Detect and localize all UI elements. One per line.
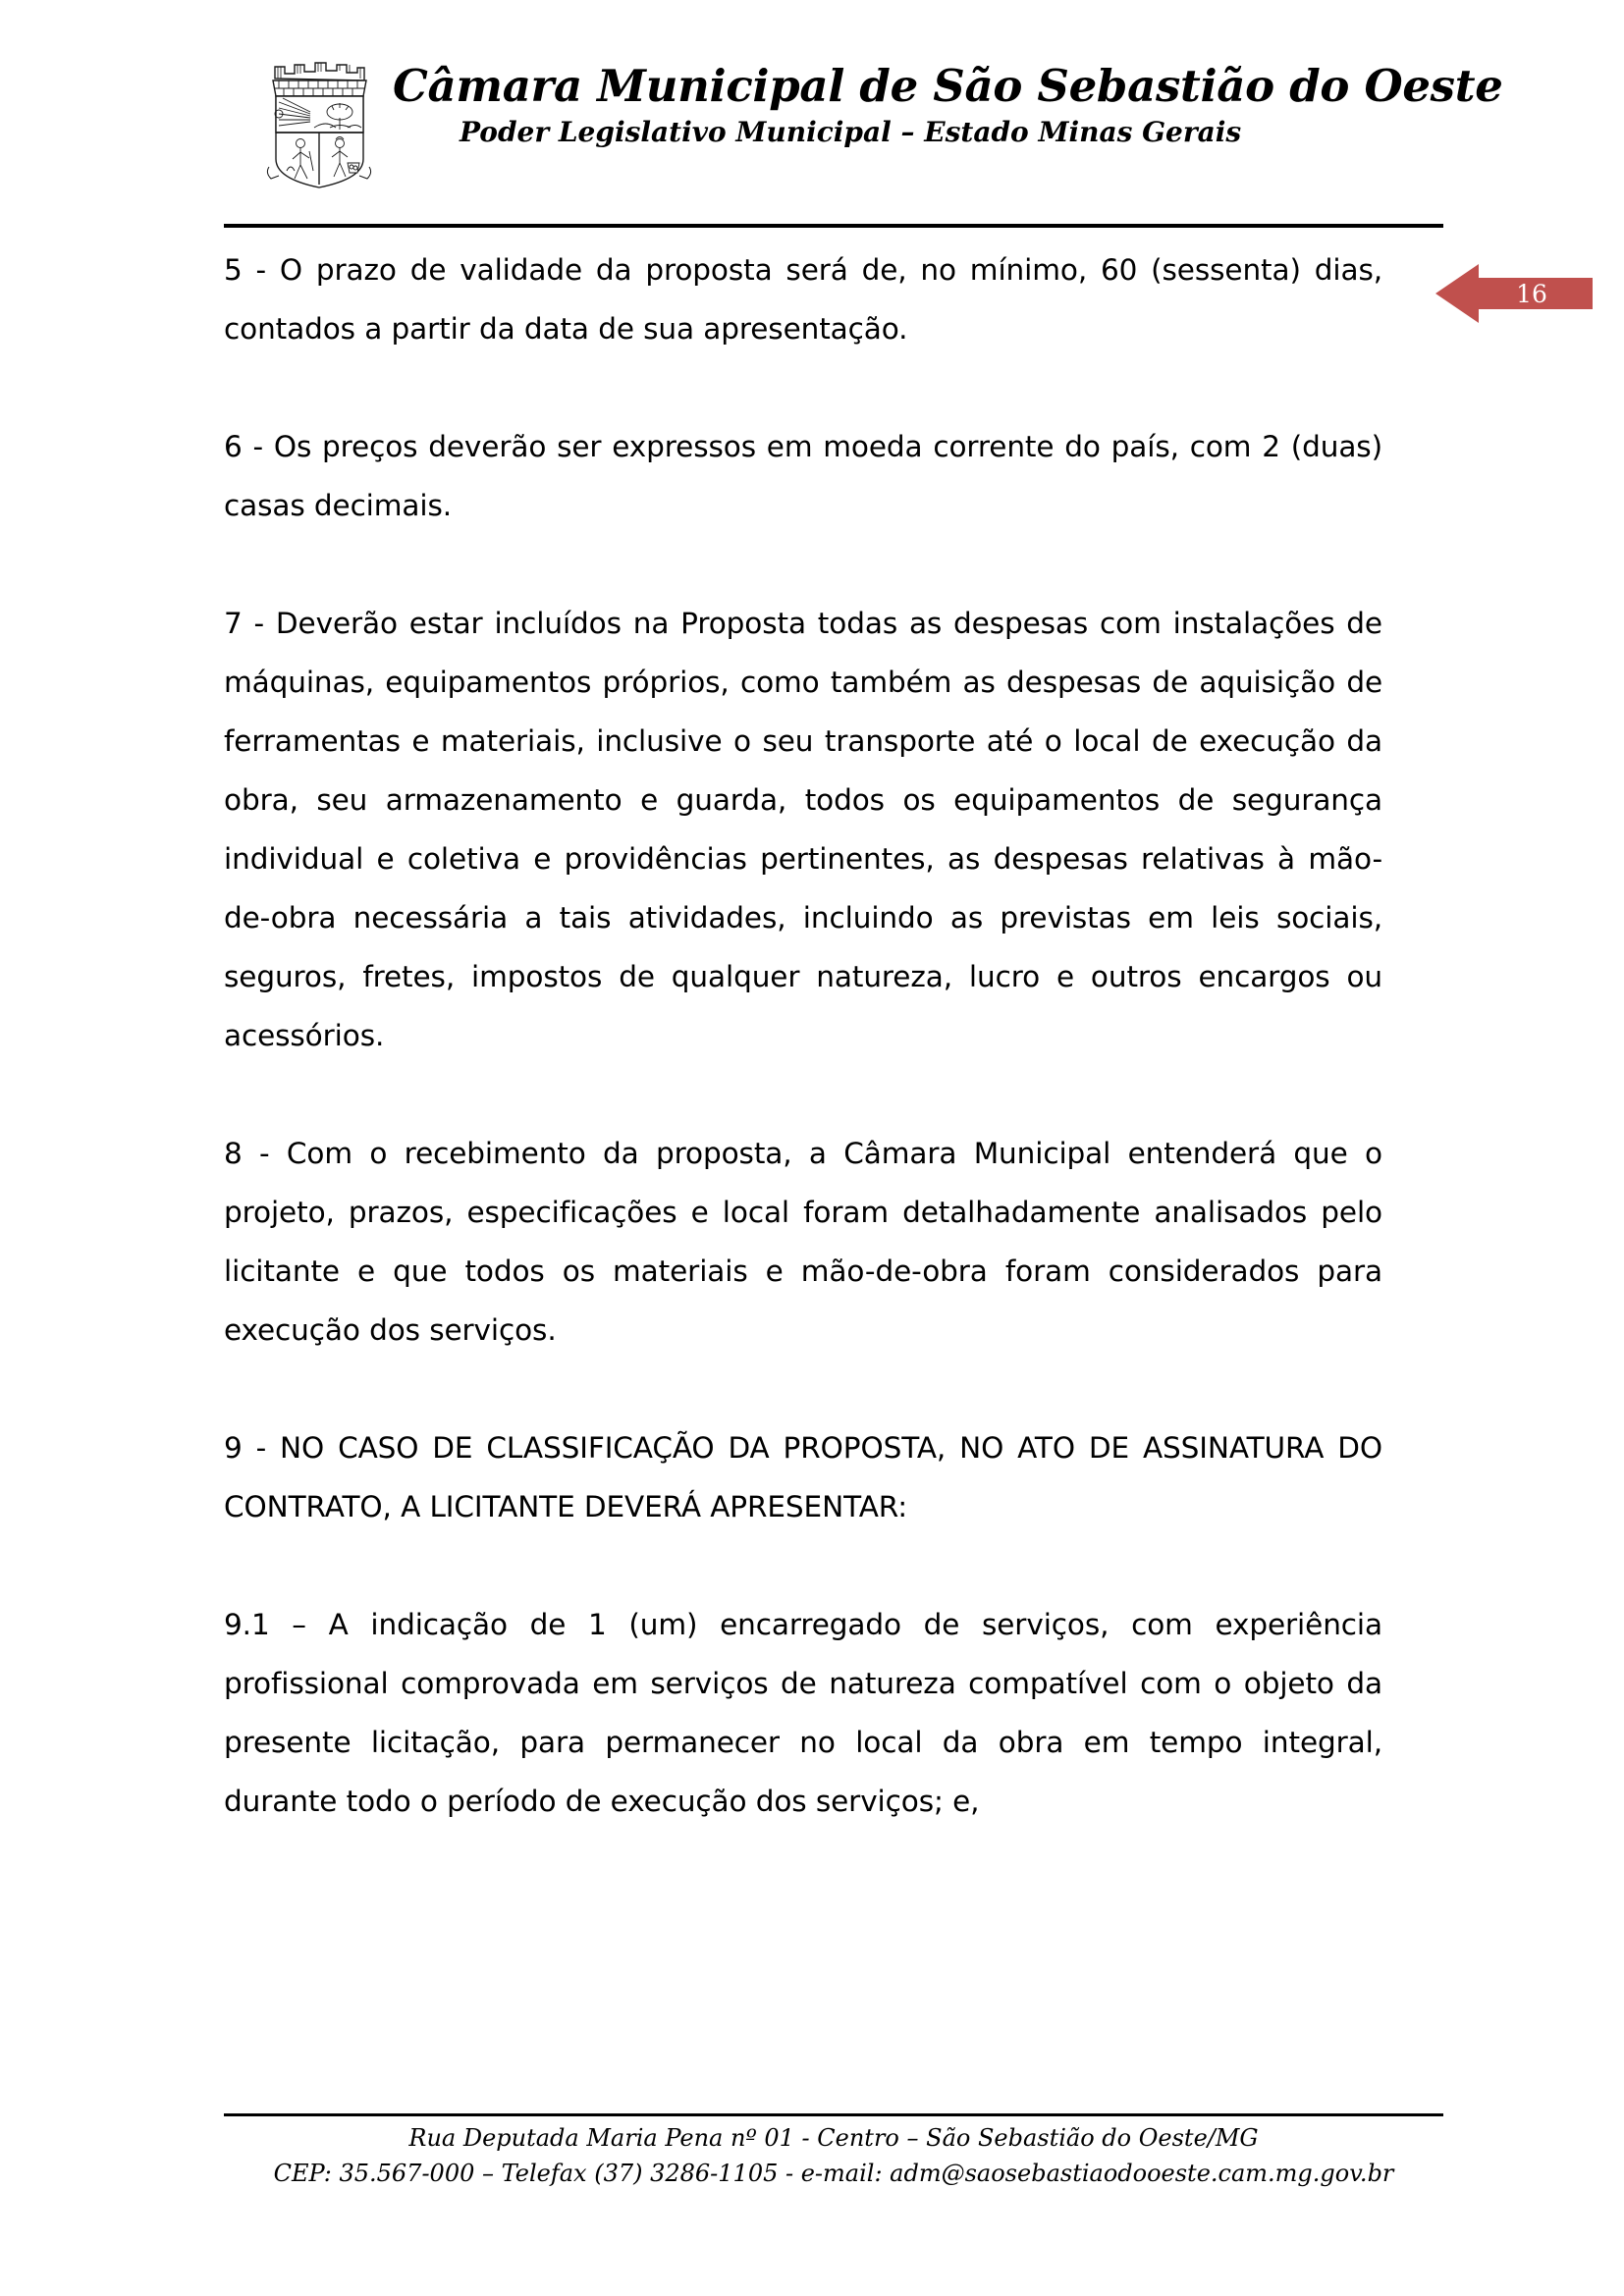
paragraph-item-7: 7 - Deverão estar incluídos na Proposta todas as despesas com instalações de máquinas, equipamentos próprios, como também as despesas de aquisição de ferramentas e materiais, inclusive o seu transporte até o local de execução da obra, seu armazenamento e guarda, todos os equipamentos de segurança individual e coletiva e providências pertinentes, as despesas relativas à mão-de-obra necessária a tais atividades, incluindo as previstas em leis sociais, seguros, fretes, impostos de qualquer natureza, lucro e outros encargos ou acessórios. [224, 607, 1382, 1052]
document-footer [224, 2120, 1443, 2191]
paragraph-item-5: 5 - O prazo de validade da proposta será de, no mínimo, 60 (sessenta) dias, contados a partir da data de sua apresentação. [224, 253, 1382, 346]
coat-of-arms-icon [253, 41, 381, 188]
footer-contact: CEP: 35.567-000 – Telefax (37) 3286-1105 - e-mail: adm@saosebastiaodooeste.cam.mg.gov.br [273, 2160, 1394, 2187]
document-header [0, 0, 1624, 231]
paragraph-item-8: 8 - Com o recebimento da proposta, a Câmara Municipal entenderá que o projeto, prazos, especificações e local foram detalhadamente analisados pelo licitante e que todos os materiais e mão-de-obra foram considerados para execução dos serviços. [224, 1137, 1382, 1347]
document-body [224, 240, 1382, 1831]
page-title: Câmara Municipal de São Sebastião do Oeste [393, 60, 1503, 112]
page-number-badge: 16 [1516, 279, 1547, 308]
footer-address: Rua Deputada Maria Pena nº 01 - Centro – São Sebastião do Oeste/MG [408, 2124, 1259, 2152]
page-marker-arrow [1435, 258, 1593, 329]
paragraph-item-9: 9 - NO CASO DE CLASSIFICAÇÃO DA PROPOSTA, NO ATO DE ASSINATURA DO CONTRATO, A LICITANTE DEVERÁ APRESENTAR: [224, 1431, 1382, 1523]
page-subtitle: Poder Legislativo Municipal – Estado Minas Gerais [460, 116, 1242, 148]
footer-divider [224, 2113, 1443, 2116]
paragraph-item-6: 6 - Os preços deverão ser expressos em moeda corrente do país, com 2 (duas) casas decimais. [224, 430, 1382, 522]
header-title-block [393, 60, 1503, 149]
paragraph-item-9-1: 9.1 – A indicação de 1 (um) encarregado de serviços, com experiência profissional comprovada em serviços de natureza compatível com o objeto da presente licitação, para permanecer no local da obra em tempo integral, durante todo o período de execução dos serviços; e, [224, 1608, 1382, 1818]
header-divider [224, 224, 1443, 228]
